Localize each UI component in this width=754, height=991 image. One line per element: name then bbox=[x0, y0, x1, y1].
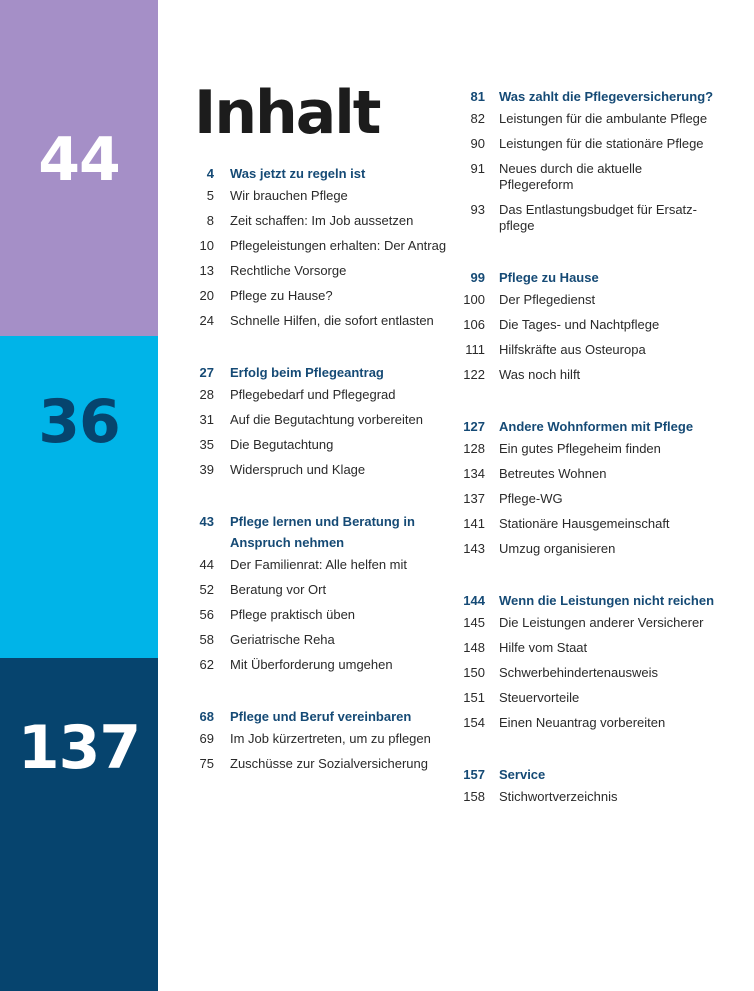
toc-page-number: 151 bbox=[463, 690, 485, 705]
toc-entry[interactable] bbox=[457, 342, 719, 358]
toc-page-number: 39 bbox=[199, 462, 214, 477]
toc-entry-title: Pflege praktisch üben bbox=[230, 607, 356, 622]
toc-entry-title: Widerspruch und Klage bbox=[230, 462, 366, 477]
toc-page-number: 5 bbox=[206, 188, 214, 203]
toc-entry-title: Schwerbehindertenausweis bbox=[499, 665, 658, 680]
toc-entry[interactable] bbox=[457, 541, 719, 557]
chapter-band-3 bbox=[0, 658, 158, 991]
section-gap bbox=[188, 338, 448, 362]
toc-chapter-heading[interactable] bbox=[457, 86, 719, 107]
toc-page-number: 31 bbox=[199, 412, 214, 427]
toc-page-number: 24 bbox=[199, 313, 214, 328]
toc-page-number: 100 bbox=[463, 292, 485, 307]
toc-entry[interactable] bbox=[457, 491, 719, 507]
toc-entry[interactable] bbox=[457, 640, 719, 656]
toc-page-number: 111 bbox=[465, 342, 485, 357]
toc-page-number: 106 bbox=[463, 317, 485, 332]
toc-entry-title: Die Leistungen anderer Versicherer bbox=[499, 615, 704, 630]
section-gap bbox=[457, 392, 719, 416]
toc-entry[interactable] bbox=[188, 263, 448, 279]
toc-entry[interactable] bbox=[457, 516, 719, 532]
toc-page-number: 62 bbox=[199, 657, 214, 672]
toc-page-number: 144 bbox=[463, 593, 485, 608]
toc-entry[interactable] bbox=[457, 690, 719, 706]
toc-entry-title: Pflege und Beruf vereinbaren bbox=[230, 709, 412, 724]
toc-entry-title: Zuschüsse zur Sozialversicherung bbox=[230, 756, 428, 771]
toc-entry[interactable] bbox=[188, 582, 448, 598]
toc-entry-title: Erfolg beim Pflegeantrag bbox=[230, 365, 384, 380]
toc-entry[interactable] bbox=[188, 756, 448, 772]
toc-entry[interactable] bbox=[188, 387, 448, 403]
toc-page-number: 122 bbox=[463, 367, 485, 382]
toc-chapter-heading[interactable] bbox=[188, 362, 448, 383]
toc-entry-title: Mit Überforderung umgehen bbox=[230, 657, 393, 672]
toc-page-number: 8 bbox=[206, 213, 214, 228]
toc-entry-title: Hilfe vom Staat bbox=[499, 640, 588, 655]
toc-entry-title: Was zahlt die Pflegeversicherung? bbox=[499, 89, 714, 104]
toc-entry[interactable] bbox=[457, 111, 719, 127]
toc-page-number: 28 bbox=[199, 387, 214, 402]
toc-page-number: 56 bbox=[199, 607, 214, 622]
toc-entry[interactable] bbox=[188, 288, 448, 304]
toc-page-number: 44 bbox=[199, 557, 214, 572]
toc-chapter-heading[interactable] bbox=[188, 163, 448, 184]
toc-page-number: 90 bbox=[470, 136, 485, 151]
toc-chapter-heading[interactable] bbox=[457, 267, 719, 288]
toc-page-number: 35 bbox=[199, 437, 214, 452]
toc-chapter-heading[interactable] bbox=[457, 416, 719, 437]
toc-page-number: 99 bbox=[470, 270, 485, 285]
toc-entry-title: Das Entlastungsbudget für Ersatzpflege bbox=[499, 202, 698, 233]
toc-page-number: 154 bbox=[463, 715, 485, 730]
toc-entry[interactable] bbox=[188, 412, 448, 428]
toc-entry-title: Pflege zu Hause bbox=[499, 270, 599, 285]
toc-page-number: 68 bbox=[199, 709, 214, 724]
toc-entry-title: Pflege lernen und Beratung in Anspruch nehmen bbox=[230, 514, 415, 550]
toc-entry[interactable] bbox=[457, 665, 719, 681]
toc-entry-title: Im Job kürzertreten, um zu pflegen bbox=[230, 731, 431, 746]
toc-chapter-heading[interactable] bbox=[457, 764, 719, 785]
toc-entry-title: Stationäre Hausgemeinschaft bbox=[499, 516, 670, 531]
band-page-number: 137 bbox=[17, 713, 141, 783]
toc-entry-title: Leistungen für die ambulante Pflege bbox=[499, 111, 708, 126]
band-page-number: 36 bbox=[38, 387, 120, 457]
toc-entry-title: Der Familienrat: Alle helfen mit bbox=[230, 557, 408, 572]
toc-entry-title: Zeit schaffen: Im Job aussetzen bbox=[230, 213, 414, 228]
toc-entry[interactable] bbox=[457, 466, 719, 482]
toc-entry-title: Wenn die Leistungen nicht reichen bbox=[499, 593, 715, 608]
toc-entry-title: Was noch hilft bbox=[499, 367, 581, 382]
toc-entry[interactable] bbox=[188, 462, 448, 478]
toc-entry[interactable] bbox=[457, 317, 719, 333]
toc-page-number: 134 bbox=[463, 466, 485, 481]
toc-chapter-heading[interactable] bbox=[188, 511, 448, 553]
toc-entry-title: Andere Wohnformen mit Pflege bbox=[499, 419, 694, 434]
toc-entry-title: Pflege-WG bbox=[499, 491, 563, 506]
toc-entry-title: Pflege zu Hause? bbox=[230, 288, 333, 303]
chapter-band-1 bbox=[0, 0, 158, 336]
toc-entry[interactable] bbox=[188, 313, 448, 329]
toc-page-number: 10 bbox=[199, 238, 214, 253]
toc-page-number: 20 bbox=[199, 288, 214, 303]
toc-entry-title: Service bbox=[499, 767, 546, 782]
toc-page-number: 157 bbox=[463, 767, 485, 782]
toc-entry[interactable] bbox=[188, 188, 448, 204]
toc-page-number: 141 bbox=[463, 516, 485, 531]
toc-page-number: 75 bbox=[199, 756, 214, 771]
toc-entry-title: Stichwortverzeichnis bbox=[499, 789, 618, 804]
band-page-number: 44 bbox=[38, 125, 120, 195]
toc-entry-title: Hilfskräfte aus Osteuropa bbox=[499, 342, 646, 357]
toc-entry[interactable] bbox=[188, 238, 448, 254]
toc-page-number: 82 bbox=[470, 111, 485, 126]
toc-page-number: 158 bbox=[463, 789, 485, 804]
toc-entry-title: Schnelle Hilfen, die sofort entlasten bbox=[230, 313, 434, 328]
toc-entry[interactable] bbox=[457, 136, 719, 152]
toc-entry[interactable] bbox=[188, 213, 448, 229]
toc-entry-title: Leistungen für die stationäre Pflege bbox=[499, 136, 704, 151]
toc-entry-title: Die Tages- und Nachtpflege bbox=[499, 317, 660, 332]
toc-page-number: 43 bbox=[199, 514, 214, 529]
toc-chapter-heading[interactable] bbox=[188, 706, 448, 727]
toc-entry-title: Rechtliche Vorsorge bbox=[230, 263, 347, 278]
section-gap bbox=[457, 740, 719, 764]
section-gap bbox=[188, 487, 448, 511]
toc-page-number: 27 bbox=[199, 365, 214, 380]
toc-page-number: 13 bbox=[199, 263, 214, 278]
toc-entry-title: Die Begutachtung bbox=[230, 437, 334, 452]
toc-page-number: 127 bbox=[463, 419, 485, 434]
toc-entry-title: Auf die Begutachtung vorbereiten bbox=[230, 412, 423, 427]
toc-entry[interactable] bbox=[457, 202, 719, 234]
chapter-band-2 bbox=[0, 336, 158, 658]
toc-entry-title: Der Pflegedienst bbox=[499, 292, 596, 307]
toc-entry[interactable] bbox=[457, 367, 719, 383]
toc-entry-title: Geriatrische Reha bbox=[230, 632, 335, 647]
toc-entry-title: Ein gutes Pflegeheim finden bbox=[499, 441, 661, 456]
toc-entry-title: Wir brauchen Pflege bbox=[230, 188, 348, 203]
toc-entry[interactable] bbox=[188, 657, 448, 673]
toc-entry[interactable] bbox=[457, 292, 719, 308]
toc-page-number: 145 bbox=[463, 615, 485, 630]
page-title: Inhalt bbox=[194, 78, 380, 148]
toc-entry[interactable] bbox=[188, 632, 448, 648]
toc-page-number: 69 bbox=[199, 731, 214, 746]
toc-page-number: 137 bbox=[463, 491, 485, 506]
toc-chapter-heading[interactable] bbox=[457, 590, 719, 611]
toc-page-number: 91 bbox=[470, 161, 485, 176]
toc-page-number: 148 bbox=[463, 640, 485, 655]
toc-page-number: 128 bbox=[463, 441, 485, 456]
toc-entry[interactable] bbox=[457, 715, 719, 731]
toc-entry-title: Pflegebedarf und Pflegegrad bbox=[230, 387, 396, 402]
toc-entry[interactable] bbox=[188, 607, 448, 623]
toc-entry[interactable] bbox=[188, 557, 448, 573]
toc-page-number: 58 bbox=[199, 632, 214, 647]
toc-entry[interactable] bbox=[457, 789, 719, 805]
section-gap bbox=[457, 243, 719, 267]
toc-entry-title: Betreutes Wohnen bbox=[499, 466, 607, 481]
toc-page-number: 150 bbox=[463, 665, 485, 680]
section-gap bbox=[188, 682, 448, 706]
toc-entry-title: Umzug organisieren bbox=[499, 541, 616, 556]
toc-entry-title: Pflegeleistungen erhalten: Der Antrag bbox=[230, 238, 447, 253]
toc-entry[interactable] bbox=[457, 161, 719, 193]
toc-page-number: 93 bbox=[470, 202, 485, 217]
toc-entry[interactable] bbox=[188, 731, 448, 747]
toc-page-number: 4 bbox=[206, 166, 214, 181]
toc-entry-title: Steuervorteile bbox=[499, 690, 580, 705]
toc-left-column bbox=[188, 163, 448, 781]
toc-page-number: 143 bbox=[463, 541, 485, 556]
section-gap bbox=[457, 566, 719, 590]
toc-right-column bbox=[457, 86, 719, 814]
toc-entry-title: Was jetzt zu regeln ist bbox=[230, 166, 366, 181]
toc-page-number: 52 bbox=[199, 582, 214, 597]
toc-entry[interactable] bbox=[457, 441, 719, 457]
toc-page-number: 81 bbox=[470, 89, 485, 104]
toc-entry-title: Beratung vor Ort bbox=[230, 582, 327, 597]
toc-entry-title: Einen Neuantrag vorbereiten bbox=[499, 715, 666, 730]
toc-entry[interactable] bbox=[457, 615, 719, 631]
toc-entry-title: Neues durch die aktuelle Pflegereform bbox=[499, 161, 643, 192]
toc-entry[interactable] bbox=[188, 437, 448, 453]
